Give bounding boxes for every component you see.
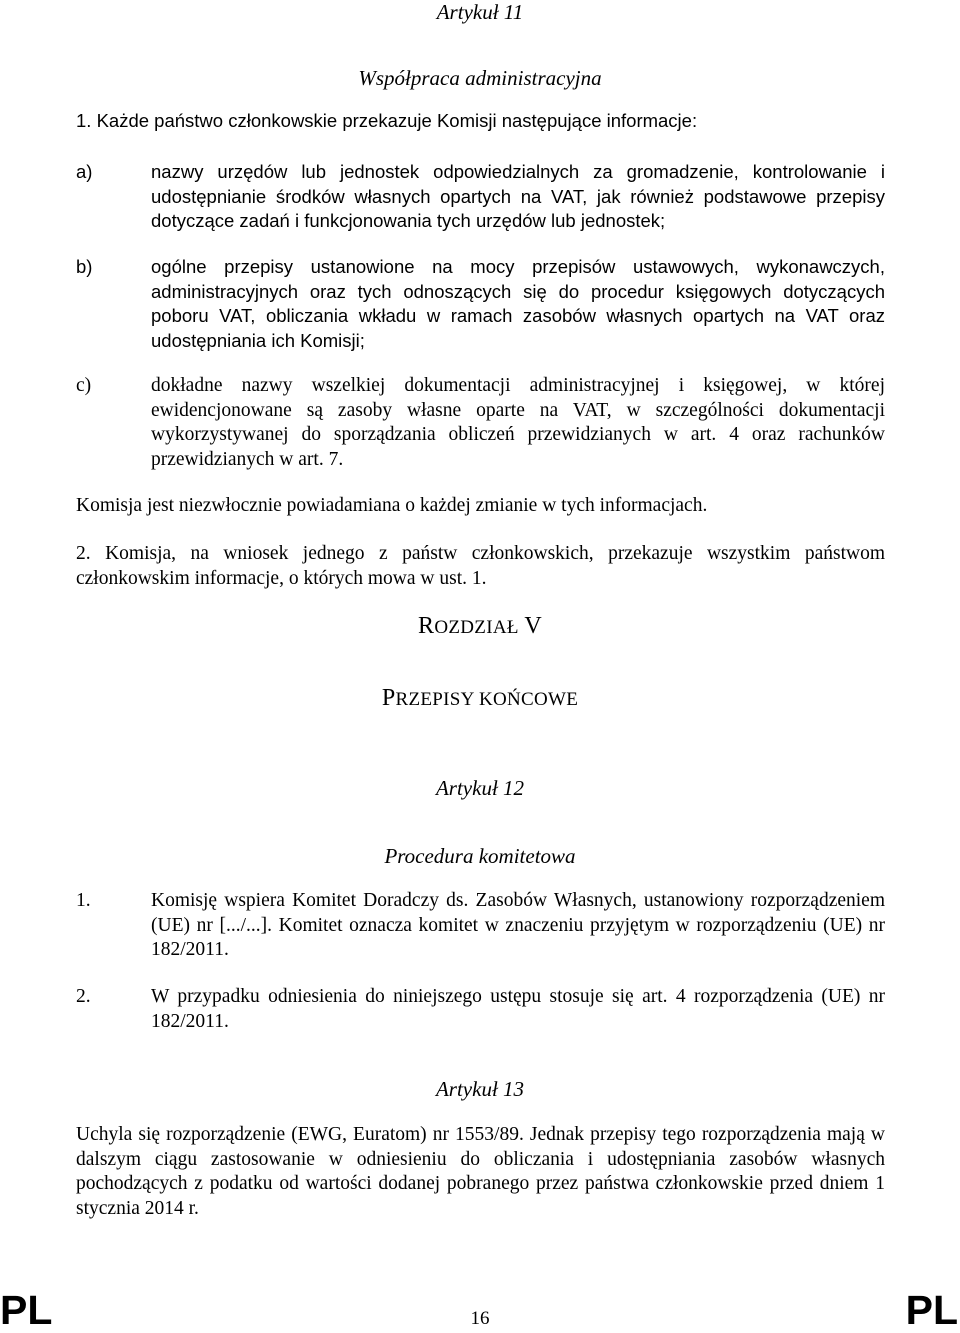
paragraph-1-text: Każde państwo członkowskie przekazuje Komisji następujące informacje: [96,110,698,131]
page-number: 16 [470,1308,490,1329]
article-12-title: Artykuł 12 [435,776,525,800]
list-item-label: c) [76,375,92,396]
list-item-text: W przypadku odniesienia do niniejszego ustępu stosuje się art. 4 rozporządzenia (UE) nr 182/2011. [151,986,885,1032]
chapter-title-heading: PRZEPISY KOŃCOWE [381,685,579,711]
paragraph-1-lead [76,109,896,134]
article-13-text: Uchyla się rozporządzenie (EWG, Euratom) nr 1553/89. Jednak przepisy tego rozporządzenia mają w dalszym ciągu zastosowanie w odniesieniu do obliczania i udostępniania zasobów własnych pochodzących z podatku od wartości dodanej pobranego przez państwa członkowskie przed dniem 1 stycznia 2014 r. [76,1124,885,1219]
paragraph-2: 2. Komisja, na wniosek jednego z państw członkowskich, przekazuje wszystkim państwom członkowskim informacje, o których mowa w ust. 1. [76,543,885,589]
language-code-left: PL [0,1287,53,1333]
list-item-label: b) [76,256,93,277]
list-item-text: ogólne przepisy ustanowione na mocy przepisów ustawowych, wykonawczych, administracyjnych oraz tych odnoszących się do procedur księgowych dotyczących poboru VAT, obliczania wkładu w ramach zasobów własnych opartych na VAT oraz udostępniania ich Komisji; [151,256,885,351]
article-11-title: Artykuł 11 [436,0,524,24]
language-code-right: PL [905,1287,958,1333]
list-item-label: 2. [76,986,91,1007]
list-item-text: nazwy urzędów lub jednostek odpowiedzialnych za gromadzenie, kontrolowanie i udostępnianie środków własnych opartych na VAT, jak również podstawowe przepisy dotyczące zadań i funkcjonowania tych urzędów lub jednostek; [151,161,885,231]
article-13-title: Artykuł 13 [435,1077,525,1101]
list-item-label: 1. [76,890,91,911]
paragraph-1-number: 1. [76,110,92,131]
article-11-subtitle: Współpraca administracyjna [358,66,602,90]
article-12-subtitle: Procedura komitetowa [384,844,576,868]
notice-paragraph: Komisja jest niezwłocznie powiadamiana o każdej zmianie w tych informacjach. [76,495,708,516]
list-item-text: Komisję wspiera Komitet Doradczy ds. Zasobów Własnych, ustanowiony rozporządzeniem (UE) nr [.../...]. Komitet oznacza komitet w znaczeniu przyjętym w rozporządzeniu (UE) nr 182/2011. [151,890,885,960]
list-item-text: dokładne nazwy wszelkiej dokumentacji administracyjnej i księgowej, w której ewidencjonowane są zasoby własne oparte na VAT, w szczególności dokumentacji wykorzystywanej do sporządzania obliczeń przewidzianych w art. 4 oraz rachunków przewidzianych w art. 7. [151,375,885,470]
list-item-label: a) [76,161,93,182]
chapter-number-heading: ROZDZIAŁ V [418,613,542,639]
